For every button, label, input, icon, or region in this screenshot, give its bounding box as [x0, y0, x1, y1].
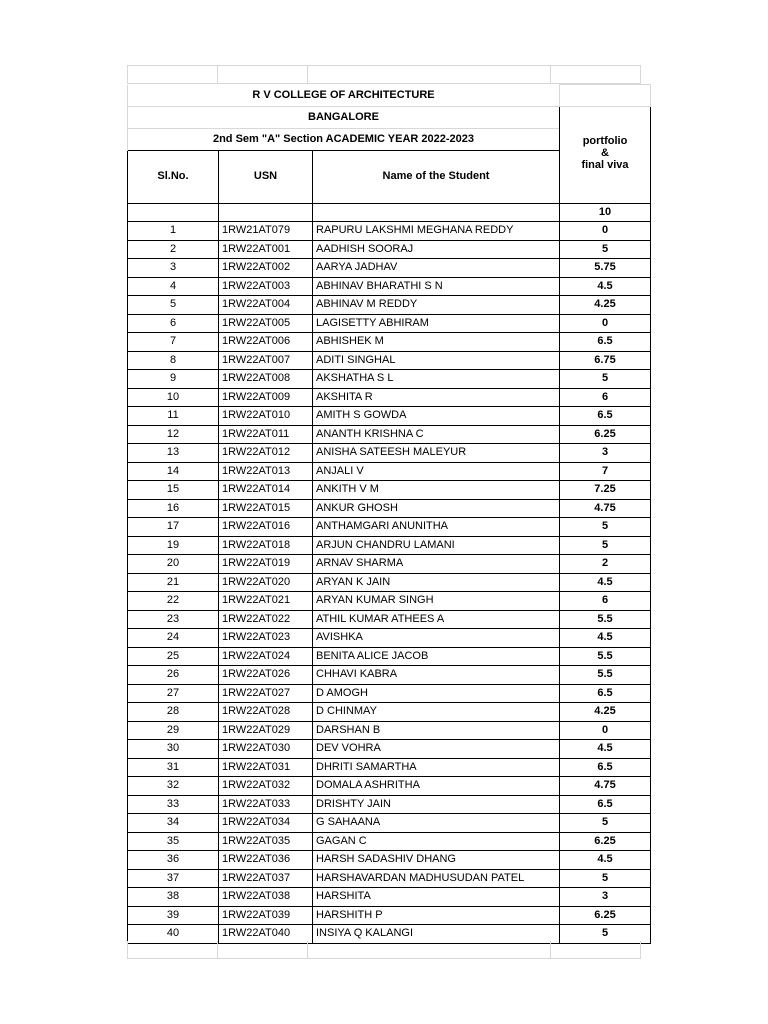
student-mark: 4.5: [560, 851, 651, 870]
mark-header-line1: portfolio: [582, 134, 628, 147]
sheet-gridline-bv3: [550, 941, 551, 959]
table-row: [128, 573, 651, 592]
student-usn: 1RW22AT006: [219, 333, 313, 352]
student-name: ANKITH V M: [313, 481, 560, 500]
student-slno: 38: [128, 888, 219, 907]
table-row: [128, 906, 651, 925]
student-mark: 6.75: [560, 351, 651, 370]
student-name: ATHIL KUMAR ATHEES A: [313, 610, 560, 629]
student-slno: 21: [128, 573, 219, 592]
student-slno: 11: [128, 407, 219, 426]
student-name: ARJUN CHANDRU LAMANI: [313, 536, 560, 555]
student-name: AVISHKA: [313, 629, 560, 648]
student-usn: 1RW22AT026: [219, 666, 313, 685]
student-usn: 1RW22AT040: [219, 925, 313, 944]
table-row: [128, 814, 651, 833]
student-usn: 1RW22AT024: [219, 647, 313, 666]
student-slno: 8: [128, 351, 219, 370]
student-mark: 4.5: [560, 629, 651, 648]
student-mark: 5.75: [560, 259, 651, 278]
student-slno: 3: [128, 259, 219, 278]
student-usn: 1RW22AT028: [219, 703, 313, 722]
student-slno: 12: [128, 425, 219, 444]
student-usn: 1RW22AT004: [219, 296, 313, 315]
student-mark: 5.5: [560, 610, 651, 629]
table-row: [128, 869, 651, 888]
table-row: [128, 518, 651, 537]
student-name: D CHINMAY: [313, 703, 560, 722]
table-row: [128, 333, 651, 352]
student-name: HARSHITA: [313, 888, 560, 907]
student-usn: 1RW22AT022: [219, 610, 313, 629]
student-mark: 2: [560, 555, 651, 574]
student-name: HARSH SADASHIV DHANG: [313, 851, 560, 870]
table-row: [128, 647, 651, 666]
table-row: [128, 684, 651, 703]
student-name: AARYA JADHAV: [313, 259, 560, 278]
table-row: [128, 296, 651, 315]
student-usn: 1RW22AT035: [219, 832, 313, 851]
table-row: [128, 629, 651, 648]
student-name: INSIYA Q KALANGI: [313, 925, 560, 944]
college-title: R V COLLEGE OF ARCHITECTURE: [128, 85, 560, 107]
student-name: GAGAN C: [313, 832, 560, 851]
student-mark: 5.5: [560, 666, 651, 685]
student-usn: 1RW22AT014: [219, 481, 313, 500]
student-name: DRISHTY JAIN: [313, 795, 560, 814]
student-name: ARYAN KUMAR SINGH: [313, 592, 560, 611]
student-name: BENITA ALICE JACOB: [313, 647, 560, 666]
student-name: G SAHAANA: [313, 814, 560, 833]
student-mark: 7: [560, 462, 651, 481]
city-row: [128, 106, 651, 128]
student-slno: 39: [128, 906, 219, 925]
student-usn: 1RW22AT002: [219, 259, 313, 278]
section-title: 2nd Sem "A" Section ACADEMIC YEAR 2022-2023: [128, 128, 560, 150]
student-slno: 32: [128, 777, 219, 796]
student-name: ARNAV SHARMA: [313, 555, 560, 574]
sheet-gridline-top: [127, 65, 641, 84]
sheet-gridline-v3: [550, 65, 551, 84]
student-mark: 5: [560, 518, 651, 537]
student-usn: 1RW22AT030: [219, 740, 313, 759]
student-slno: 14: [128, 462, 219, 481]
student-name: CHHAVI KABRA: [313, 666, 560, 685]
city-title: BANGALORE: [128, 106, 560, 128]
student-slno: 7: [128, 333, 219, 352]
student-usn: 1RW22AT027: [219, 684, 313, 703]
student-usn: 1RW22AT010: [219, 407, 313, 426]
student-mark: 5.5: [560, 647, 651, 666]
table-row: [128, 370, 651, 389]
max-marks-row: [128, 203, 651, 222]
student-name: HARSHITH P: [313, 906, 560, 925]
student-mark: 6.25: [560, 906, 651, 925]
table-row: [128, 555, 651, 574]
student-name: ANKUR GHOSH: [313, 499, 560, 518]
student-mark: 5: [560, 925, 651, 944]
student-usn: 1RW22AT032: [219, 777, 313, 796]
student-usn: 1RW22AT015: [219, 499, 313, 518]
student-mark: 6.5: [560, 407, 651, 426]
student-usn: 1RW22AT008: [219, 370, 313, 389]
table-row: [128, 425, 651, 444]
student-mark: 3: [560, 888, 651, 907]
student-mark: 4.5: [560, 740, 651, 759]
student-slno: 15: [128, 481, 219, 500]
student-mark: 4.5: [560, 277, 651, 296]
mark-header-line2: &: [601, 146, 609, 159]
student-slno: 2: [128, 240, 219, 259]
student-usn: 1RW22AT011: [219, 425, 313, 444]
student-name: DEV VOHRA: [313, 740, 560, 759]
student-usn: 1RW22AT039: [219, 906, 313, 925]
table-row: [128, 832, 651, 851]
student-mark: 3: [560, 444, 651, 463]
student-mark: 4.5: [560, 573, 651, 592]
student-slno: 17: [128, 518, 219, 537]
student-usn: 1RW22AT018: [219, 536, 313, 555]
title-row: [128, 85, 651, 107]
student-mark: 7.25: [560, 481, 651, 500]
sheet-gridline-bottom: [127, 941, 641, 959]
column-header-usn: USN: [219, 150, 313, 203]
student-name: AMITH S GOWDA: [313, 407, 560, 426]
table-row: [128, 888, 651, 907]
student-usn: 1RW22AT034: [219, 814, 313, 833]
student-usn: 1RW22AT021: [219, 592, 313, 611]
student-mark: 4.75: [560, 499, 651, 518]
student-name: ADITI SINGHAL: [313, 351, 560, 370]
student-mark: 6: [560, 592, 651, 611]
empty-cell: [128, 203, 219, 222]
student-name: ANTHAMGARI ANUNITHA: [313, 518, 560, 537]
student-slno: 34: [128, 814, 219, 833]
student-slno: 33: [128, 795, 219, 814]
student-name: AADHISH SOORAJ: [313, 240, 560, 259]
table-row: [128, 703, 651, 722]
mark-column-header: [560, 106, 651, 203]
student-mark: 4.25: [560, 703, 651, 722]
student-slno: 6: [128, 314, 219, 333]
empty-cell: [219, 203, 313, 222]
student-name: ARYAN K JAIN: [313, 573, 560, 592]
student-name: DARSHAN B: [313, 721, 560, 740]
student-usn: 1RW22AT003: [219, 277, 313, 296]
student-mark: 6.5: [560, 795, 651, 814]
student-name: DOMALA ASHRITHA: [313, 777, 560, 796]
student-name: ABHISHEK M: [313, 333, 560, 352]
student-slno: 24: [128, 629, 219, 648]
table-row: [128, 314, 651, 333]
student-mark: 6.25: [560, 832, 651, 851]
student-usn: 1RW22AT020: [219, 573, 313, 592]
student-name: AKSHITA R: [313, 388, 560, 407]
student-usn: 1RW22AT019: [219, 555, 313, 574]
student-slno: 9: [128, 370, 219, 389]
student-name: D AMOGH: [313, 684, 560, 703]
table-row: [128, 277, 651, 296]
empty-cell: [560, 85, 651, 107]
student-slno: 19: [128, 536, 219, 555]
sheet-gridline-v2: [307, 65, 308, 84]
table-row: [128, 240, 651, 259]
table-row: [128, 592, 651, 611]
table-row: [128, 407, 651, 426]
student-usn: 1RW22AT036: [219, 851, 313, 870]
student-name: ABHINAV M REDDY: [313, 296, 560, 315]
student-mark: 4.25: [560, 296, 651, 315]
student-slno: 27: [128, 684, 219, 703]
student-mark: 5: [560, 536, 651, 555]
table-row: [128, 444, 651, 463]
student-slno: 23: [128, 610, 219, 629]
sheet-gridline-bv2: [307, 941, 308, 959]
sheet-gridline-v1: [217, 65, 218, 84]
table-row: [128, 481, 651, 500]
student-slno: 31: [128, 758, 219, 777]
table-row: [128, 610, 651, 629]
student-slno: 4: [128, 277, 219, 296]
student-mark: 6.5: [560, 758, 651, 777]
table-row: [128, 351, 651, 370]
student-mark: 5: [560, 869, 651, 888]
table-row: [128, 666, 651, 685]
max-marks: 10: [560, 203, 651, 222]
student-mark: 5: [560, 240, 651, 259]
student-slno: 29: [128, 721, 219, 740]
student-slno: 36: [128, 851, 219, 870]
student-name: RAPURU LAKSHMI MEGHANA REDDY: [313, 222, 560, 241]
table-row: [128, 740, 651, 759]
student-name: AKSHATHA S L: [313, 370, 560, 389]
student-mark: 5: [560, 814, 651, 833]
empty-cell: [313, 203, 560, 222]
student-usn: 1RW22AT037: [219, 869, 313, 888]
table-row: [128, 499, 651, 518]
student-usn: 1RW22AT013: [219, 462, 313, 481]
student-mark: 0: [560, 314, 651, 333]
table-row: [128, 851, 651, 870]
mark-header-line3: final viva: [581, 158, 629, 171]
student-slno: 1: [128, 222, 219, 241]
student-slno: 10: [128, 388, 219, 407]
student-name: ANANTH KRISHNA C: [313, 425, 560, 444]
student-slno: 26: [128, 666, 219, 685]
student-mark: 5: [560, 370, 651, 389]
student-slno: 28: [128, 703, 219, 722]
table-row: [128, 721, 651, 740]
student-name: HARSHAVARDAN MADHUSUDAN PATEL: [313, 869, 560, 888]
student-slno: 30: [128, 740, 219, 759]
student-slno: 40: [128, 925, 219, 944]
table-row: [128, 222, 651, 241]
student-slno: 35: [128, 832, 219, 851]
student-slno: 13: [128, 444, 219, 463]
student-usn: 1RW22AT007: [219, 351, 313, 370]
sheet-gridline-bv1: [217, 941, 218, 959]
student-usn: 1RW22AT016: [219, 518, 313, 537]
student-usn: 1RW22AT005: [219, 314, 313, 333]
marks-table: [127, 84, 651, 944]
student-usn: 1RW22AT038: [219, 888, 313, 907]
student-mark: 0: [560, 222, 651, 241]
student-mark: 6.25: [560, 425, 651, 444]
student-name: LAGISETTY ABHIRAM: [313, 314, 560, 333]
student-usn: 1RW21AT079: [219, 222, 313, 241]
table-row: [128, 758, 651, 777]
student-slno: 22: [128, 592, 219, 611]
student-usn: 1RW22AT023: [219, 629, 313, 648]
column-header-name: Name of the Student: [313, 150, 560, 203]
student-usn: 1RW22AT001: [219, 240, 313, 259]
student-usn: 1RW22AT029: [219, 721, 313, 740]
student-slno: 25: [128, 647, 219, 666]
table-row: [128, 795, 651, 814]
table-row: [128, 462, 651, 481]
student-mark: 4.75: [560, 777, 651, 796]
student-mark: 6: [560, 388, 651, 407]
student-mark: 6.5: [560, 333, 651, 352]
table-row: [128, 777, 651, 796]
column-header-slno: Sl.No.: [128, 150, 219, 203]
student-slno: 37: [128, 869, 219, 888]
student-mark: 0: [560, 721, 651, 740]
student-slno: 16: [128, 499, 219, 518]
student-name: ABHINAV BHARATHI S N: [313, 277, 560, 296]
table-row: [128, 388, 651, 407]
student-usn: 1RW22AT031: [219, 758, 313, 777]
student-usn: 1RW22AT033: [219, 795, 313, 814]
student-name: DHRITI SAMARTHA: [313, 758, 560, 777]
student-slno: 5: [128, 296, 219, 315]
student-slno: 20: [128, 555, 219, 574]
table-row: [128, 259, 651, 278]
student-usn: 1RW22AT012: [219, 444, 313, 463]
student-name: ANJALI V: [313, 462, 560, 481]
student-mark: 6.5: [560, 684, 651, 703]
table-row: [128, 536, 651, 555]
student-usn: 1RW22AT009: [219, 388, 313, 407]
student-name: ANISHA SATEESH MALEYUR: [313, 444, 560, 463]
